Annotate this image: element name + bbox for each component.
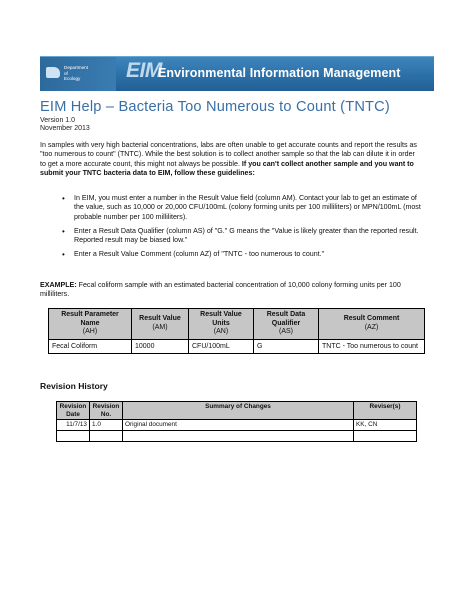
header-cell: Result Parameter Name (AH): [49, 309, 132, 340]
intro-text: In samples with very high bacterial concentrations, labs are often unable to get accurate counts and report the results as "too numerous to count" (TNTC). While the best solution is to collect another sample so that the lab can dilute it in order to get a more accurate count, this might not always be possible.: [40, 141, 417, 168]
header-banner: [40, 56, 434, 91]
example-table: [48, 308, 425, 354]
table-cell: [354, 431, 417, 442]
table-cell: [57, 431, 90, 442]
example-text: Fecal coliform sample with an estimated bacterial concentration of 10,000 colony forming units per 100 milliliters.: [40, 281, 401, 299]
document-title: EIM Help – Bacteria Too Numerous to Count (TNTC): [40, 99, 390, 115]
date-text: November 2013: [40, 125, 90, 132]
table-cell: 10000: [132, 339, 189, 353]
table-cell: 1.0: [90, 420, 123, 431]
banner-title: Environmental Information Management: [158, 66, 401, 80]
header-cell: Result Data Qualifier (AS): [254, 309, 319, 340]
revision-table: [56, 401, 417, 442]
revision-history-heading: Revision History: [40, 381, 108, 391]
table-cell: TNTC - Too numerous to count: [319, 339, 425, 353]
list-item: • In EIM, you must enter a number in the Result Value field (column AM). Contact your lab to get an estimate of the value, such as 10,000 or 20,000 CFU/100mL (colony forming units per 100 milliliters) or MPN/100mL (most probable number per 100 milliliters).: [40, 194, 426, 222]
header-cell: Result Value Units (AN): [189, 309, 254, 340]
version-text: Version 1.0: [40, 117, 76, 124]
ecology-logo: [40, 57, 116, 91]
table-cell: Original document: [123, 420, 354, 431]
header-cell: Revision No.: [90, 402, 123, 420]
table-cell: [123, 431, 354, 442]
header-cell: Result Comment (AZ): [319, 309, 425, 340]
list-item: • Enter a Result Data Qualifier (column AS) of "G." G means the "Value is likely greater than the reported result. Reported result may be biased low.": [40, 227, 426, 246]
header-cell: Summary of Changes: [123, 402, 354, 420]
example-paragraph: [40, 281, 420, 300]
table-cell: CFU/100mL: [189, 339, 254, 353]
list-item: • Enter a Result Value Comment (column AZ) of "TNTC - too numerous to count.": [40, 250, 426, 259]
header-cell: Reviser(s): [354, 402, 417, 420]
table-header-row: [49, 309, 425, 340]
header-cell: Revision Date: [57, 402, 90, 420]
table-row: [49, 339, 425, 353]
table-cell: KK, CN: [354, 420, 417, 431]
example-label: EXAMPLE:: [40, 281, 77, 289]
department-text: Department of Ecology: [64, 65, 89, 81]
table-header-row: [57, 402, 417, 420]
table-row: [57, 420, 417, 431]
intro-bold-text: If you can't collect another sample and you want to submit your TNTC bacteria data to EIM, follow these guidelines:: [40, 159, 414, 177]
table-cell: G: [254, 339, 319, 353]
header-cell: Result Value (AM): [132, 309, 189, 340]
intro-paragraph: [40, 141, 420, 178]
table-cell: Fecal Coliform: [49, 339, 132, 353]
table-row: [57, 431, 417, 442]
washington-state-icon: [46, 67, 60, 78]
table-cell: 11/7/13: [57, 420, 90, 431]
table-cell: [90, 431, 123, 442]
eim-logo-text: EIM: [126, 59, 162, 82]
guidelines-list: [40, 194, 426, 265]
